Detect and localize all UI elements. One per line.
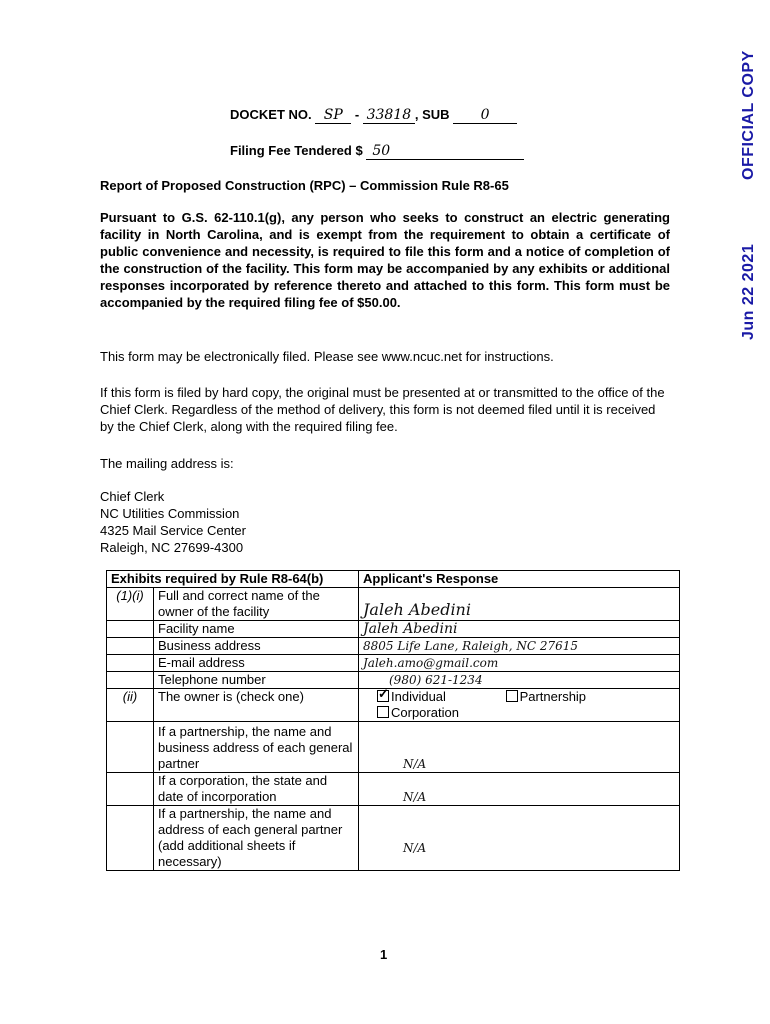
filing-fee-line <box>230 143 524 160</box>
table-row <box>107 689 680 722</box>
address-line: 4325 Mail Service Center <box>100 523 246 538</box>
telephone-response: (980) 621-1234 <box>359 672 680 689</box>
option-partnership-label: Partnership <box>519 689 587 704</box>
option-partnership[interactable] <box>506 689 586 704</box>
option-individual[interactable] <box>377 689 446 704</box>
col-exhibits-header: Exhibits required by Rule R8-64(b) <box>107 571 359 588</box>
mailing-address <box>100 488 246 556</box>
docket-label: DOCKET NO. <box>230 107 312 122</box>
docket-prefix: SP <box>315 108 351 124</box>
email-response: Jaleh.amo@gmail.com <box>359 655 680 672</box>
row-label: E-mail address <box>154 655 359 672</box>
sub-label: , SUB <box>414 107 450 122</box>
filing-date-stamp: Jun 22 2021 <box>740 243 757 340</box>
table-header-row <box>107 571 680 588</box>
row-label: If a partnership, the name and business address of each general partner <box>154 722 359 773</box>
row-label: The owner is (check one) <box>154 689 359 722</box>
docket-number: 33818 <box>363 108 415 124</box>
docket-separator: - <box>354 107 360 122</box>
mailing-intro: The mailing address is: <box>100 456 234 471</box>
row-number <box>107 806 154 871</box>
partnership-address-response: N/A <box>359 722 680 773</box>
checkbox-icon[interactable] <box>377 706 389 718</box>
table-row <box>107 773 680 806</box>
checkbox-checked-icon[interactable] <box>377 690 389 702</box>
row-number <box>107 655 154 672</box>
owner-type-options <box>359 689 680 722</box>
row-label: Telephone number <box>154 672 359 689</box>
table-row <box>107 672 680 689</box>
owner-name-response: Jaleh Abedini <box>359 588 680 621</box>
row-label: If a corporation, the state and date of incorporation <box>154 773 359 806</box>
official-copy-stamp: OFFICIAL COPY <box>740 50 757 180</box>
table-row <box>107 588 680 621</box>
row-number <box>107 672 154 689</box>
electronic-filing-note: This form may be electronically filed. Please see www.ncuc.net for instructions. <box>100 349 554 364</box>
row-number <box>107 638 154 655</box>
exhibits-table <box>106 570 680 871</box>
page-number: 1 <box>380 947 388 962</box>
address-line: NC Utilities Commission <box>100 506 240 521</box>
option-corporation[interactable] <box>377 705 459 720</box>
row-number <box>107 722 154 773</box>
docket-line <box>230 107 517 124</box>
fee-value: 50 <box>366 144 524 160</box>
row-label: Full and correct name of the owner of the facility <box>154 588 359 621</box>
hard-copy-note: If this form is filed by hard copy, the original must be presented at or transmitted to the office of the Chief Clerk. Regardless of the method of delivery, this form is not deemed filed until it is received by the Chief Clerk, along with the required filing fee. <box>100 385 665 434</box>
sub-value: 0 <box>453 108 517 124</box>
row-number: (1)(i) <box>107 588 154 621</box>
intro-paragraph: Pursuant to G.S. 62-110.1(g), any person who seeks to construct an electric generating facility in North Carolina, and is exempt from the requirement to obtain a certificate of public convenience and necessity, is required to file this form and a notice of completion of the construction of the facility. This form may be accompanied by any exhibits or additional responses incorporated by reference thereto and attached to this form. This form must be accompanied by the required filing fee of $50.00. <box>100 210 670 310</box>
row-label: Business address <box>154 638 359 655</box>
table-row <box>107 722 680 773</box>
row-number <box>107 773 154 806</box>
table-row <box>107 638 680 655</box>
option-individual-label: Individual <box>391 689 446 704</box>
form-title: Report of Proposed Construction (RPC) – Commission Rule R8-65 <box>100 178 509 193</box>
row-label: Facility name <box>154 621 359 638</box>
table-row <box>107 621 680 638</box>
corporation-state-response: N/A <box>359 773 680 806</box>
address-line: Chief Clerk <box>100 489 165 504</box>
row-number <box>107 621 154 638</box>
col-response-header: Applicant's Response <box>359 571 680 588</box>
option-corporation-label: Corporation <box>391 705 459 720</box>
row-number: (ii) <box>107 689 154 722</box>
partner-list-response: N/A <box>359 806 680 871</box>
address-line: Raleigh, NC 27699-4300 <box>100 540 244 555</box>
facility-name-response: Jaleh Abedini <box>359 621 680 638</box>
table-row <box>107 655 680 672</box>
fee-label: Filing Fee Tendered $ <box>230 143 363 158</box>
row-label: If a partnership, the name and address of each general partner (add additional sheets if necessary) <box>154 806 359 871</box>
business-address-response: 8805 Life Lane, Raleigh, NC 27615 <box>359 638 680 655</box>
table-row <box>107 806 680 871</box>
checkbox-icon[interactable] <box>506 690 518 702</box>
